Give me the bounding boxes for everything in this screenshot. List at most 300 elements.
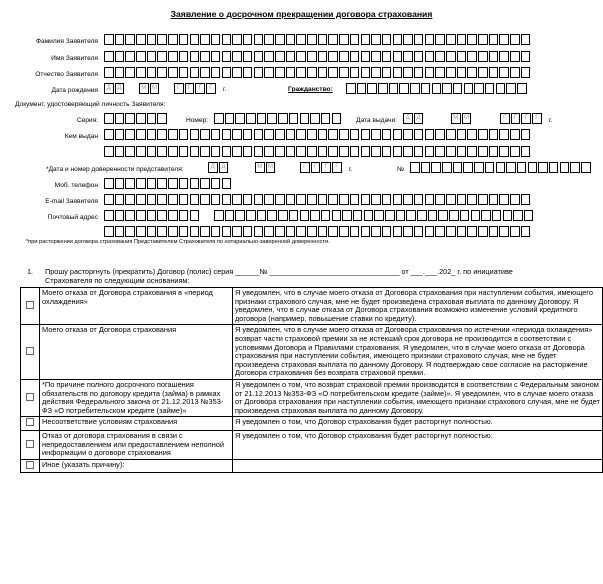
number-cells[interactable] <box>214 113 342 124</box>
entry-cell[interactable] <box>125 194 135 205</box>
entry-cell[interactable] <box>510 226 520 237</box>
entry-cell[interactable] <box>200 226 210 237</box>
entry-cell[interactable] <box>451 113 461 124</box>
entry-cell[interactable] <box>200 194 210 205</box>
entry-cell[interactable] <box>318 129 328 140</box>
entry-cell[interactable] <box>371 51 381 62</box>
entry-cell[interactable] <box>446 226 456 237</box>
entry-cell[interactable] <box>339 129 349 140</box>
address-cells-1[interactable] <box>104 210 200 221</box>
entry-cell[interactable] <box>371 146 381 157</box>
birth-month-cells[interactable] <box>139 83 160 94</box>
entry-cell[interactable] <box>350 146 360 157</box>
entry-cell[interactable] <box>378 83 388 94</box>
entry-cell[interactable] <box>500 113 510 124</box>
entry-cell[interactable] <box>211 129 221 140</box>
entry-cell[interactable] <box>506 162 516 173</box>
entry-cell[interactable] <box>310 210 320 221</box>
entry-cell[interactable] <box>125 178 135 189</box>
entry-cell[interactable] <box>296 194 306 205</box>
entry-cell[interactable] <box>296 129 306 140</box>
entry-cell[interactable] <box>150 83 160 94</box>
entry-cell[interactable] <box>104 178 114 189</box>
entry-cell[interactable] <box>393 146 403 157</box>
entry-cell[interactable] <box>147 226 157 237</box>
entry-cell[interactable] <box>453 162 463 173</box>
entry-cell[interactable] <box>425 34 435 45</box>
entry-cell[interactable] <box>403 194 413 205</box>
entry-cell[interactable] <box>474 83 484 94</box>
entry-cell[interactable] <box>435 129 445 140</box>
entry-cell[interactable] <box>321 162 331 173</box>
entry-cell[interactable] <box>243 34 253 45</box>
entry-cell[interactable] <box>115 226 125 237</box>
entry-cell[interactable] <box>222 34 232 45</box>
entry-cell[interactable] <box>157 113 167 124</box>
entry-cell[interactable] <box>264 67 274 78</box>
entry-cell[interactable] <box>307 67 317 78</box>
entry-cell[interactable] <box>499 129 509 140</box>
entry-cell[interactable] <box>350 226 360 237</box>
entry-cell[interactable] <box>393 34 403 45</box>
entry-cell[interactable] <box>457 51 467 62</box>
name-cells[interactable] <box>104 51 532 62</box>
entry-cell[interactable] <box>243 51 253 62</box>
birth-day-cells[interactable] <box>104 83 125 94</box>
entry-cell[interactable] <box>318 51 328 62</box>
entry-cell[interactable] <box>115 146 125 157</box>
issued-by-cells-1[interactable] <box>104 129 532 140</box>
entry-cell[interactable] <box>255 162 265 173</box>
entry-cell[interactable] <box>179 226 189 237</box>
entry-cell[interactable] <box>275 34 285 45</box>
entry-cell[interactable] <box>382 194 392 205</box>
entry-cell[interactable] <box>115 113 125 124</box>
entry-cell[interactable] <box>421 162 431 173</box>
entry-cell[interactable] <box>275 194 285 205</box>
entry-cell[interactable] <box>371 194 381 205</box>
entry-cell[interactable] <box>125 226 135 237</box>
entry-cell[interactable] <box>510 129 520 140</box>
entry-cell[interactable] <box>446 129 456 140</box>
entry-cell[interactable] <box>328 146 338 157</box>
entry-cell[interactable] <box>136 178 146 189</box>
entry-cell[interactable] <box>489 34 499 45</box>
entry-cell[interactable] <box>264 129 274 140</box>
entry-cell[interactable] <box>115 67 125 78</box>
entry-cell[interactable] <box>157 129 167 140</box>
entry-cell[interactable] <box>115 34 125 45</box>
entry-cell[interactable] <box>275 129 285 140</box>
poa-number-cells[interactable] <box>410 162 592 173</box>
entry-cell[interactable] <box>296 226 306 237</box>
entry-cell[interactable] <box>425 51 435 62</box>
entry-cell[interactable] <box>510 146 520 157</box>
entry-cell[interactable] <box>328 129 338 140</box>
entry-cell[interactable] <box>425 226 435 237</box>
entry-cell[interactable] <box>410 162 420 173</box>
entry-cell[interactable] <box>289 210 299 221</box>
entry-cell[interactable] <box>190 194 200 205</box>
entry-cell[interactable] <box>190 34 200 45</box>
entry-cell[interactable] <box>307 34 317 45</box>
entry-cell[interactable] <box>136 210 146 221</box>
entry-cell[interactable] <box>136 129 146 140</box>
entry-cell[interactable] <box>266 162 276 173</box>
entry-cell[interactable] <box>453 83 463 94</box>
entry-cell[interactable] <box>478 67 488 78</box>
entry-cell[interactable] <box>489 194 499 205</box>
poa-month-cells[interactable] <box>255 162 276 173</box>
entry-cell[interactable] <box>332 162 342 173</box>
entry-cell[interactable] <box>503 210 513 221</box>
entry-cell[interactable] <box>499 34 509 45</box>
entry-cell[interactable] <box>361 51 371 62</box>
entry-cell[interactable] <box>421 83 431 94</box>
entry-cell[interactable] <box>496 83 506 94</box>
entry-cell[interactable] <box>190 67 200 78</box>
entry-cell[interactable] <box>264 194 274 205</box>
entry-cell[interactable] <box>310 113 320 124</box>
entry-cell[interactable] <box>267 113 277 124</box>
entry-cell[interactable] <box>168 51 178 62</box>
entry-cell[interactable] <box>286 129 296 140</box>
entry-cell[interactable] <box>371 226 381 237</box>
entry-cell[interactable] <box>254 146 264 157</box>
issued-by-cells-2[interactable] <box>104 146 532 157</box>
entry-cell[interactable] <box>125 34 135 45</box>
entry-cell[interactable] <box>211 178 221 189</box>
entry-cell[interactable] <box>403 146 413 157</box>
entry-cell[interactable] <box>311 162 321 173</box>
entry-cell[interactable] <box>403 226 413 237</box>
entry-cell[interactable] <box>417 210 427 221</box>
entry-cell[interactable] <box>467 129 477 140</box>
entry-cell[interactable] <box>414 34 424 45</box>
entry-cell[interactable] <box>179 51 189 62</box>
entry-cell[interactable] <box>489 129 499 140</box>
entry-cell[interactable] <box>328 51 338 62</box>
entry-cell[interactable] <box>296 67 306 78</box>
entry-cell[interactable] <box>414 129 424 140</box>
entry-cell[interactable] <box>286 34 296 45</box>
entry-cell[interactable] <box>264 226 274 237</box>
entry-cell[interactable] <box>147 34 157 45</box>
entry-cell[interactable] <box>125 67 135 78</box>
entry-cell[interactable] <box>467 226 477 237</box>
entry-cell[interactable] <box>339 226 349 237</box>
entry-cell[interactable] <box>264 146 274 157</box>
entry-cell[interactable] <box>414 51 424 62</box>
entry-cell[interactable] <box>115 210 125 221</box>
entry-cell[interactable] <box>147 178 157 189</box>
entry-cell[interactable] <box>211 67 221 78</box>
entry-cell[interactable] <box>471 210 481 221</box>
entry-cell[interactable] <box>195 83 205 94</box>
entry-cell[interactable] <box>168 226 178 237</box>
entry-cell[interactable] <box>328 226 338 237</box>
entry-cell[interactable] <box>307 51 317 62</box>
entry-cell[interactable] <box>342 210 352 221</box>
entry-cell[interactable] <box>489 146 499 157</box>
entry-cell[interactable] <box>232 146 242 157</box>
entry-cell[interactable] <box>104 146 114 157</box>
entry-cell[interactable] <box>115 51 125 62</box>
entry-cell[interactable] <box>382 146 392 157</box>
entry-cell[interactable] <box>410 83 420 94</box>
entry-cell[interactable] <box>243 226 253 237</box>
entry-cell[interactable] <box>125 129 135 140</box>
entry-cell[interactable] <box>318 34 328 45</box>
entry-cell[interactable] <box>521 226 531 237</box>
entry-cell[interactable] <box>264 34 274 45</box>
entry-cell[interactable] <box>467 34 477 45</box>
birth-year-cells[interactable] <box>174 83 217 94</box>
entry-cell[interactable] <box>350 194 360 205</box>
entry-cell[interactable] <box>136 51 146 62</box>
entry-cell[interactable] <box>332 113 342 124</box>
entry-cell[interactable] <box>296 34 306 45</box>
entry-cell[interactable] <box>499 146 509 157</box>
entry-cell[interactable] <box>275 51 285 62</box>
entry-cell[interactable] <box>157 67 167 78</box>
entry-cell[interactable] <box>157 146 167 157</box>
entry-cell[interactable] <box>446 67 456 78</box>
entry-cell[interactable] <box>560 162 570 173</box>
entry-cell[interactable] <box>462 113 472 124</box>
entry-cell[interactable] <box>393 194 403 205</box>
entry-cell[interactable] <box>435 67 445 78</box>
surname-cells[interactable] <box>104 34 532 45</box>
issue-year-cells[interactable] <box>500 113 543 124</box>
entry-cell[interactable] <box>446 146 456 157</box>
entry-cell[interactable] <box>435 146 445 157</box>
entry-cell[interactable] <box>190 210 200 221</box>
entry-cell[interactable] <box>371 129 381 140</box>
entry-cell[interactable] <box>232 67 242 78</box>
entry-cell[interactable] <box>499 226 509 237</box>
entry-cell[interactable] <box>549 162 559 173</box>
entry-cell[interactable] <box>361 146 371 157</box>
entry-cell[interactable] <box>157 226 167 237</box>
entry-cell[interactable] <box>350 129 360 140</box>
entry-cell[interactable] <box>364 210 374 221</box>
entry-cell[interactable] <box>286 67 296 78</box>
entry-cell[interactable] <box>438 210 448 221</box>
entry-cell[interactable] <box>414 113 424 124</box>
entry-cell[interactable] <box>232 129 242 140</box>
entry-cell[interactable] <box>467 146 477 157</box>
entry-cell[interactable] <box>222 226 232 237</box>
entry-cell[interactable] <box>208 162 218 173</box>
entry-cell[interactable] <box>511 113 521 124</box>
entry-cell[interactable] <box>393 226 403 237</box>
entry-cell[interactable] <box>168 129 178 140</box>
entry-cell[interactable] <box>174 83 184 94</box>
entry-cell[interactable] <box>414 226 424 237</box>
entry-cell[interactable] <box>125 113 135 124</box>
entry-cell[interactable] <box>481 210 491 221</box>
citizenship-cells[interactable] <box>346 83 528 94</box>
entry-cell[interactable] <box>318 67 328 78</box>
entry-cell[interactable] <box>264 51 274 62</box>
entry-cell[interactable] <box>136 226 146 237</box>
entry-cell[interactable] <box>190 51 200 62</box>
entry-cell[interactable] <box>300 113 310 124</box>
entry-cell[interactable] <box>185 83 195 94</box>
entry-cell[interactable] <box>115 129 125 140</box>
entry-cell[interactable] <box>318 194 328 205</box>
entry-cell[interactable] <box>222 146 232 157</box>
entry-cell[interactable] <box>232 194 242 205</box>
entry-cell[interactable] <box>125 210 135 221</box>
entry-cell[interactable] <box>243 129 253 140</box>
entry-cell[interactable] <box>254 194 264 205</box>
entry-cell[interactable] <box>168 194 178 205</box>
entry-cell[interactable] <box>496 162 506 173</box>
entry-cell[interactable] <box>225 210 235 221</box>
entry-cell[interactable] <box>254 34 264 45</box>
entry-cell[interactable] <box>478 194 488 205</box>
entry-cell[interactable] <box>147 194 157 205</box>
entry-cell[interactable] <box>104 67 114 78</box>
entry-cell[interactable] <box>254 67 264 78</box>
entry-cell[interactable] <box>464 83 474 94</box>
entry-cell[interactable] <box>570 162 580 173</box>
entry-cell[interactable] <box>367 83 377 94</box>
ground-checkbox[interactable] <box>21 430 40 459</box>
entry-cell[interactable] <box>222 178 232 189</box>
entry-cell[interactable] <box>521 129 531 140</box>
entry-cell[interactable] <box>257 210 267 221</box>
entry-cell[interactable] <box>581 162 591 173</box>
address-cells-3[interactable] <box>104 226 532 237</box>
entry-cell[interactable] <box>104 83 114 94</box>
entry-cell[interactable] <box>275 146 285 157</box>
entry-cell[interactable] <box>278 210 288 221</box>
entry-cell[interactable] <box>104 226 114 237</box>
entry-cell[interactable] <box>521 113 531 124</box>
entry-cell[interactable] <box>361 34 371 45</box>
entry-cell[interactable] <box>168 67 178 78</box>
entry-cell[interactable] <box>506 83 516 94</box>
entry-cell[interactable] <box>431 162 441 173</box>
entry-cell[interactable] <box>136 113 146 124</box>
entry-cell[interactable] <box>190 129 200 140</box>
entry-cell[interactable] <box>200 51 210 62</box>
entry-cell[interactable] <box>382 129 392 140</box>
entry-cell[interactable] <box>371 67 381 78</box>
entry-cell[interactable] <box>157 178 167 189</box>
entry-cell[interactable] <box>179 67 189 78</box>
entry-cell[interactable] <box>318 226 328 237</box>
entry-cell[interactable] <box>115 83 125 94</box>
entry-cell[interactable] <box>168 34 178 45</box>
entry-cell[interactable] <box>382 67 392 78</box>
entry-cell[interactable] <box>147 129 157 140</box>
entry-cell[interactable] <box>499 67 509 78</box>
entry-cell[interactable] <box>403 113 413 124</box>
entry-cell[interactable] <box>147 210 157 221</box>
entry-cell[interactable] <box>478 34 488 45</box>
entry-cell[interactable] <box>371 34 381 45</box>
entry-cell[interactable] <box>414 146 424 157</box>
entry-cell[interactable] <box>104 194 114 205</box>
address-cells-2[interactable] <box>214 210 535 221</box>
entry-cell[interactable] <box>332 210 342 221</box>
entry-cell[interactable] <box>435 226 445 237</box>
entry-cell[interactable] <box>492 210 502 221</box>
entry-cell[interactable] <box>157 210 167 221</box>
entry-cell[interactable] <box>428 210 438 221</box>
entry-cell[interactable] <box>278 113 288 124</box>
entry-cell[interactable] <box>467 194 477 205</box>
entry-cell[interactable] <box>328 34 338 45</box>
entry-cell[interactable] <box>478 129 488 140</box>
entry-cell[interactable] <box>353 210 363 221</box>
entry-cell[interactable] <box>104 113 114 124</box>
entry-cell[interactable] <box>190 226 200 237</box>
entry-cell[interactable] <box>521 34 531 45</box>
entry-cell[interactable] <box>328 67 338 78</box>
entry-cell[interactable] <box>406 210 416 221</box>
entry-cell[interactable] <box>200 67 210 78</box>
entry-cell[interactable] <box>485 83 495 94</box>
entry-cell[interactable] <box>374 210 384 221</box>
entry-cell[interactable] <box>211 194 221 205</box>
entry-cell[interactable] <box>157 51 167 62</box>
entry-cell[interactable] <box>435 51 445 62</box>
entry-cell[interactable] <box>510 67 520 78</box>
entry-cell[interactable] <box>457 129 467 140</box>
entry-cell[interactable] <box>361 67 371 78</box>
entry-cell[interactable] <box>510 51 520 62</box>
entry-cell[interactable] <box>361 194 371 205</box>
entry-cell[interactable] <box>219 162 229 173</box>
phone-cells[interactable] <box>104 178 232 189</box>
entry-cell[interactable] <box>104 129 114 140</box>
entry-cell[interactable] <box>296 146 306 157</box>
entry-cell[interactable] <box>139 83 149 94</box>
entry-cell[interactable] <box>289 113 299 124</box>
entry-cell[interactable] <box>275 226 285 237</box>
entry-cell[interactable] <box>403 67 413 78</box>
entry-cell[interactable] <box>214 210 224 221</box>
entry-cell[interactable] <box>510 34 520 45</box>
entry-cell[interactable] <box>474 162 484 173</box>
entry-cell[interactable] <box>457 146 467 157</box>
entry-cell[interactable] <box>307 129 317 140</box>
entry-cell[interactable] <box>179 129 189 140</box>
entry-cell[interactable] <box>211 146 221 157</box>
entry-cell[interactable] <box>435 194 445 205</box>
entry-cell[interactable] <box>168 210 178 221</box>
entry-cell[interactable] <box>275 67 285 78</box>
entry-cell[interactable] <box>179 178 189 189</box>
entry-cell[interactable] <box>478 146 488 157</box>
entry-cell[interactable] <box>357 83 367 94</box>
entry-cell[interactable] <box>104 51 114 62</box>
entry-cell[interactable] <box>307 146 317 157</box>
entry-cell[interactable] <box>538 162 548 173</box>
entry-cell[interactable] <box>403 51 413 62</box>
entry-cell[interactable] <box>350 34 360 45</box>
poa-year-cells[interactable] <box>300 162 343 173</box>
entry-cell[interactable] <box>457 67 467 78</box>
entry-cell[interactable] <box>243 146 253 157</box>
entry-cell[interactable] <box>361 226 371 237</box>
entry-cell[interactable] <box>222 194 232 205</box>
